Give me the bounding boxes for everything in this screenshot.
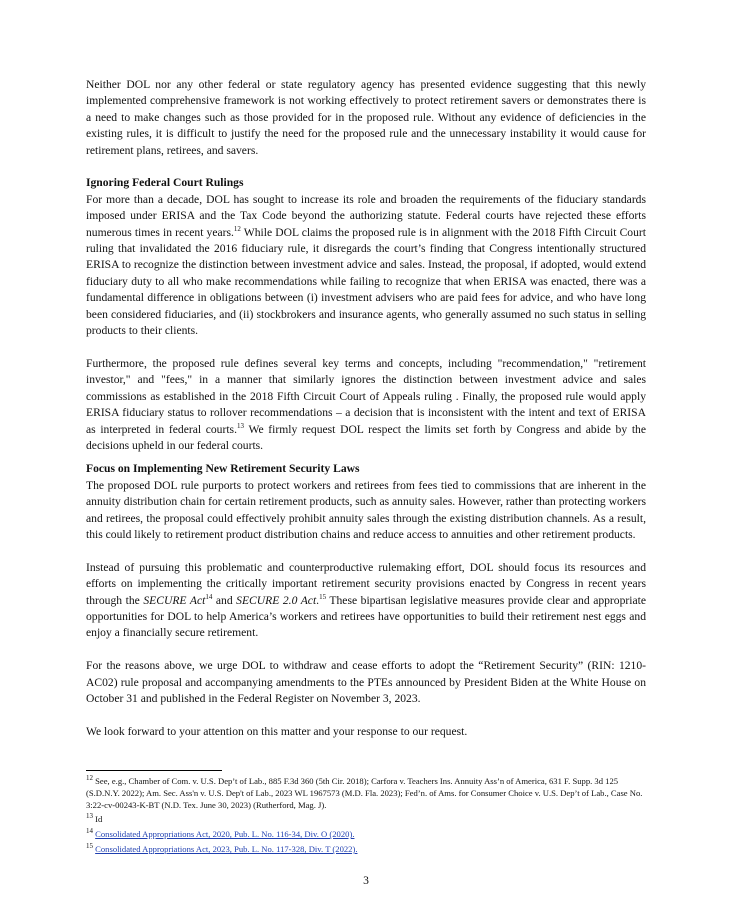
paragraph-evidence: Neither DOL nor any other federal or state regulatory agency has presented evidence suggesting that this newly implemented comprehensive framework is not working effectively to protect retirement savers or demonstrates there is a need to make changes such as those provided for in the proposed rule. Without any evidence of deficiencies in the existing rules, it is difficult to justify the need for the proposed rule and the unnecessary instability it would cause for retirement plans, retirees, and savers. bbox=[86, 78, 646, 157]
footnote-ref[interactable]: 12 bbox=[233, 224, 241, 233]
footnote-divider bbox=[86, 770, 222, 771]
footnote-14-link[interactable]: Consolidated Appropriations Act, 2020, Pub. L. No. 116-34, Div. O (2020). bbox=[95, 829, 355, 840]
footnote-ref[interactable]: 15 bbox=[319, 592, 327, 601]
section-heading-retirement-laws: Focus on Implementing New Retirement Security Laws bbox=[86, 462, 360, 476]
footnote-15-link[interactable]: Consolidated Appropriations Act, 2023, Pub. L. No. 117-328, Div. T (2022). bbox=[95, 843, 358, 854]
footnote-15: $^{15}$ Consolidated Appropriations Act, 2023, Pub. L. No. 117-328, Div. T (2022). bbox=[86, 842, 358, 854]
footnote-13: $^{13}$ Id bbox=[86, 812, 103, 825]
paragraph-key-terms: Furthermore, the proposed rule defines several key terms and concepts, including "recommendation," "retirement investor," and "fees," in a manner that similarly ignores the distinction between investment advice and sales commissions as established in the 2018 Fifth Circuit Court of Appeals ruling . Finally, the proposed rule would apply ERISA fiduciary status to rollover recommendations – a decision that is inconsistent with the intent and text of ERISA as interpreted in federal courts.$^{13}$ We firmly request DOL respect the limits set forth by Congress and abide by the decisions upheld in our federal courts. bbox=[86, 356, 646, 452]
page-number: 3 bbox=[363, 874, 369, 887]
paragraph-closing: We look forward to your attention on this matter and your response to our request. bbox=[86, 724, 468, 738]
footnote-ref[interactable]: 13 bbox=[236, 421, 244, 430]
footnote-14: $^{14}$ Consolidated Appropriations Act, 2020, Pub. L. No. 116-34, Div. O (2020). bbox=[86, 827, 355, 840]
paragraph-annuity-sales: The proposed DOL rule purports to protect workers and retirees from fees tied to commissions that are inherent in the annuity distribution chain for certain retirement products, such as annuity sales. However, rather than protecting workers and retirees, the proposal could effectively prohibit annuity sales through the existing distribution channels. As a result, this could likely to retirement product distribution chains and reduce access to annuities and other retirement products. bbox=[86, 478, 646, 541]
footnote-ref[interactable]: 14 bbox=[205, 592, 213, 601]
footnote-12: $^{12}$ See, e.g., Chamber of Com. v. U.S. Dep’t of Lab., 885 F.3d 360 (5th Cir. 2018); Carfora v. Teachers Ins. Annuity Ass’n of America, 631 F. Supp. 3d 125 (S.D.N.Y. 2022); Am. Sec. Ass'n v. U.S. Dep't of Lab., 2023 WL 1967573 (M.D. Fla. 2023); Fed’n. of Ams. for Consumer Choice v. U.S. Dep’t of Lab., Case No. 3:22-cv-00243-K-BT (N.D. Tex. June 30, 2023) (Rutherford, Mag. J). bbox=[86, 774, 643, 810]
paragraph-court-rulings: For more than a decade, DOL has sought to increase its role and broaden the requirements of the fiduciary standards imposed under ERISA and the Tax Code beyond the authorizing statute. Federal courts have rejected these efforts numerous times in recent years.$^{12}$ While DOL claims the proposed rule is in alignment with the 2018 Fifth Circuit Court ruling that invalidated the 2016 fiduciary rule, it disregards the court’s finding that Congress intentionally structured ERISA to recognize the distinction between investment advice and sales. Instead, the proposal, if adopted, would extend fiduciary duty to all who make recommendations while failing to recognize that when ERISA was enacted, there was a fundamental difference in obligations between (i) investment advisers who are paid fees for advice, and who have long been considered fiduciaries, and (ii) stockbrokers and insurance agents, who generally assumed no such status in selling products to their clients. bbox=[86, 192, 646, 338]
main-text bbox=[86, 77, 646, 740]
paragraph-secure-act: Instead of pursuing this problematic and counterproductive rulemaking effort, DOL should focus its resources and efforts on implementing the critically important retirement security provisions enacted by Congress in recent years through the SECURE Act$^{14}$ and SECURE 2.0 Act.$^{15}$ These bipartisan legislative measures provide clear and appropriate opportunities for DOL to help America’s workers and retirees have opportunities to build their retirement nest eggs and enjoy a financially secure retirement. bbox=[86, 560, 646, 640]
paragraph-withdraw-request: For the reasons above, we urge DOL to withdraw and cease efforts to adopt the “Retirement Security” (RIN: 1210-AC02) rule proposal and accompanying amendments to the PTEs announced by President Biden at the White House on October 31 and published in the Federal Register on November 3, 2023. bbox=[86, 659, 646, 705]
section-heading-court-rulings: Ignoring Federal Court Rulings bbox=[86, 176, 244, 190]
footnotes bbox=[86, 776, 646, 856]
